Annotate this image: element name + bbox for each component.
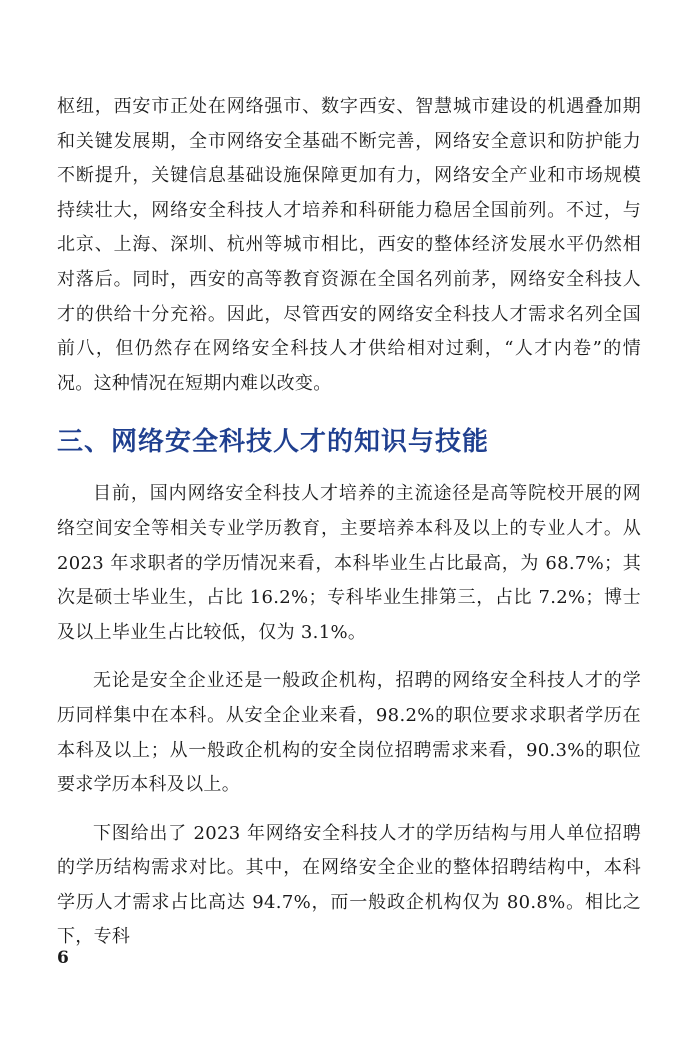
paragraph-gap [57, 650, 641, 664]
section-heading: 三、网络安全科技人才的知识与技能 [57, 427, 490, 458]
page-number: 6 [57, 948, 69, 968]
paragraph-chart-intro: 下图给出了 2023 年网络安全科技人才的学历结构与用人单位招聘的学历结构需求对比。其中，在网络安全企业的整体招聘结构中，本科学历人才需求占比高达 94.7%，而一般政企机构仅为 80.8%。相比之下，专科 [57, 822, 641, 948]
document-page [57, 80, 641, 955]
paragraph-gap [57, 803, 641, 817]
paragraph-education-path: 目前，国内网络安全科技人才培养的主流途径是高等院校开展的网络空间安全等相关专业学历教育，主要培养本科及以上的专业人才。从2023 年求职者的学历情况来看，本科毕业生占比最高，为 68.7%；其次是硕士毕业生，占比 16.2%；专科毕业生排第三，占比 7.2%；博士及以上毕业生占比较低，仅为 3.1%。 [57, 483, 641, 643]
paragraph-degree-concentration: 无论是安全企业还是一般政企机构，招聘的网络安全科技人才的学历同样集中在本科。从安全企业来看，98.2%的职位要求求职者学历在本科及以上；从一般政企机构的安全岗位招聘需求来看，90.3%的职位要求学历本科及以上。 [57, 670, 641, 796]
paragraph-continuation: 枢纽，西安市正处在网络强市、数字西安、智慧城市建设的机遇叠加期和关键发展期，全市网络安全基础不断完善，网络安全意识和防护能力不断提升，关键信息基础设施保障更加有力，网络安全产业和市场规模持续壮大，网络安全科技人才培养和科研能力稳居全国前列。不过，与北京、上海、深圳、杭州等城市相比，西安的整体经济发展水平仍然相对落后。同时，西安的高等教育资源在全国名列前茅，网络安全科技人才的供给十分充裕。因此，尽管西安的网络安全科技人才需求名列全国前八，但仍然存在网络安全科技人才供给相对过剩，“人才内卷”的情况。这种情况在短期内难以改变。 [57, 96, 641, 394]
